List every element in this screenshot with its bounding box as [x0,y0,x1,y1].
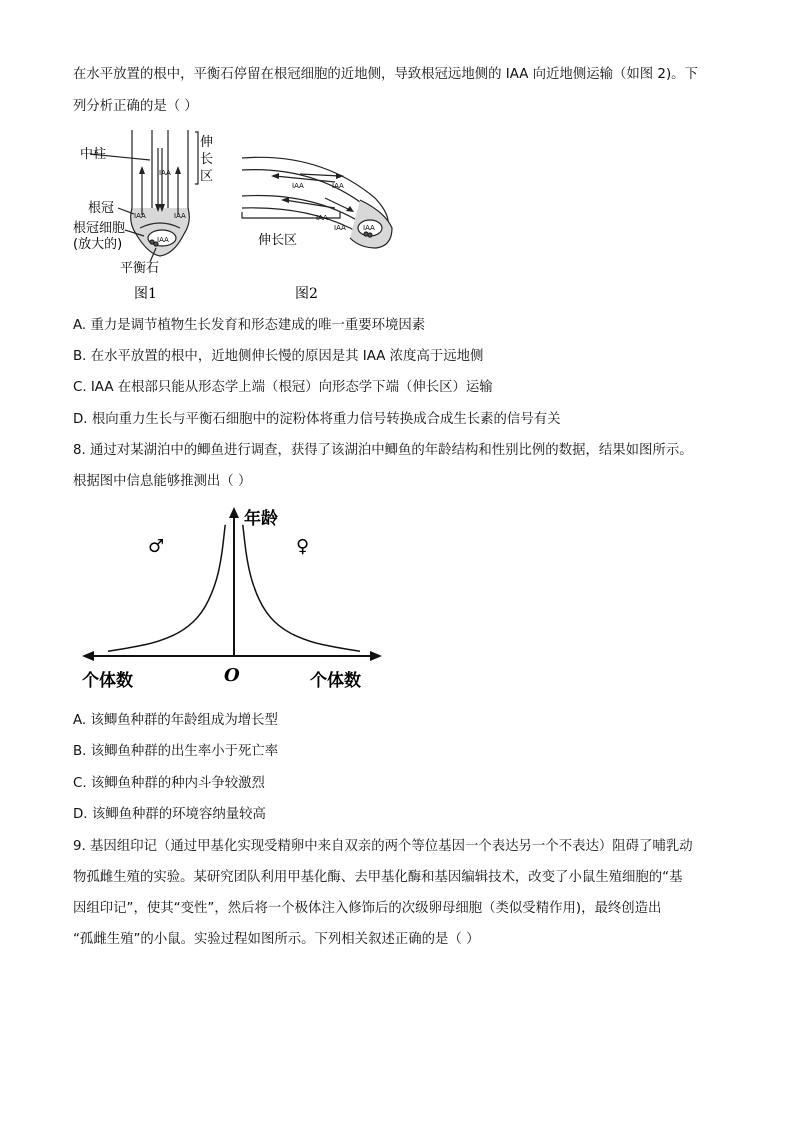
q9-stem-line-2: 物孤雌生殖的实验。某研究团队利用甲基化酶、去甲基化酶和基因编辑技术，改变了小鼠生殖细胞的“基 [73,870,683,885]
q9-stem-line-1: 9. 基因组印记（通过甲基化实现受精卵中来自双亲的两个等位基因一个表达另一个不表达）阻碍了哺乳动 [73,839,693,854]
y-axis-label: 年龄 [244,509,278,529]
q8-stem-line-1: 8. 通过对某湖泊中的鲫鱼进行调查，获得了该湖泊中鲫鱼的年龄结构和性别比例的数据，结果如图所示。 [73,443,693,458]
fig2-iaa-label: IAA [363,224,375,232]
fig1-label-genguan: 根冠 [88,201,115,216]
x-axis-label-left: 个体数 [82,671,133,691]
q7-option-a: A. 重力是调节植物生长发育和形态建成的唯一重要环境因素 [73,318,426,333]
fig1-label-qu: 区 [200,169,214,184]
fig1-label-cell-2: (放大的) [73,237,123,252]
q7-option-c: C. IAA 在根部只能从形态学上端（根冠）向形态学下端（伸长区）运输 [73,380,493,395]
fig1-label-zhongzhu: 中柱 [80,147,107,162]
fig1-label-pinghengshi: 平衡石 [120,261,160,276]
fig1-caption: 图1 [134,286,157,302]
fig1-iaa-label: IAA [157,236,169,244]
fig2-iaa-label: IAA [316,214,328,222]
fig1-label-chang: 长 [200,152,214,167]
fig2-iaa-label: IAA [332,182,344,190]
q9-stem-line-4: “孤雌生殖”的小鼠。实验过程如图所示。下列相关叙述正确的是（ ） [73,932,480,947]
q9-stem-line-3: 因组印记”，使其“变性”，然后将一个极体注入修饰后的次级卵母细胞（类似受精作用)，最终创造出 [73,901,662,916]
q7-option-b: B. 在水平放置的根中，近地侧伸长慢的原因是其 IAA 浓度高于远地侧 [73,349,484,364]
q8-option-d: D. 该鲫鱼种群的环境容纳量较高 [73,807,266,822]
x-axis-arrow-right [370,651,382,661]
fig2-caption: 图2 [295,286,318,302]
q8-age-structure-chart [78,504,388,694]
q7-option-d: D. 根向重力生长与平衡石细胞中的淀粉体将重力信号转换成合成生长素的信号有关 [73,412,561,427]
fig1-iaa-label: IAA [174,212,186,220]
fig2-label-shenchangqu: 伸长区 [258,233,298,248]
q8-option-a: A. 该鲫鱼种群的年龄组成为增长型 [73,713,278,728]
fig2-iaa-label: IAA [334,224,346,232]
q7-stem-line-1: 在水平放置的根中，平衡石停留在根冠细胞的近地侧，导致根冠远地侧的 IAA 向近地侧运输（如图 2)。下 [73,67,698,82]
q8-option-b: B. 该鲫鱼种群的出生率小于死亡率 [73,744,279,759]
series-male-curve [108,525,225,652]
fig1-iaa-label: IAA [134,212,146,220]
y-axis-arrow [229,507,239,518]
fig2-iaa-label: IAA [292,182,304,190]
fig1-iaa-label: IAA [159,169,171,177]
fig1-label-cell-1: 根冠细胞 [73,221,126,236]
fig1-label-shen: 伸 [200,135,214,150]
legend-female-symbol: ♀ [296,536,310,557]
q8-stem-line-2: 根据图中信息能够推测出（ ） [73,474,252,489]
origin-label: O [224,665,240,686]
x-axis-arrow-left [82,651,94,661]
q8-option-c: C. 该鲫鱼种群的种内斗争较激烈 [73,776,265,791]
x-axis-label-right: 个体数 [310,671,361,691]
legend-male-symbol: ♂ [148,536,165,557]
q7-stem-line-2: 列分析正确的是（ ） [73,99,198,114]
q7-figure [70,130,400,305]
